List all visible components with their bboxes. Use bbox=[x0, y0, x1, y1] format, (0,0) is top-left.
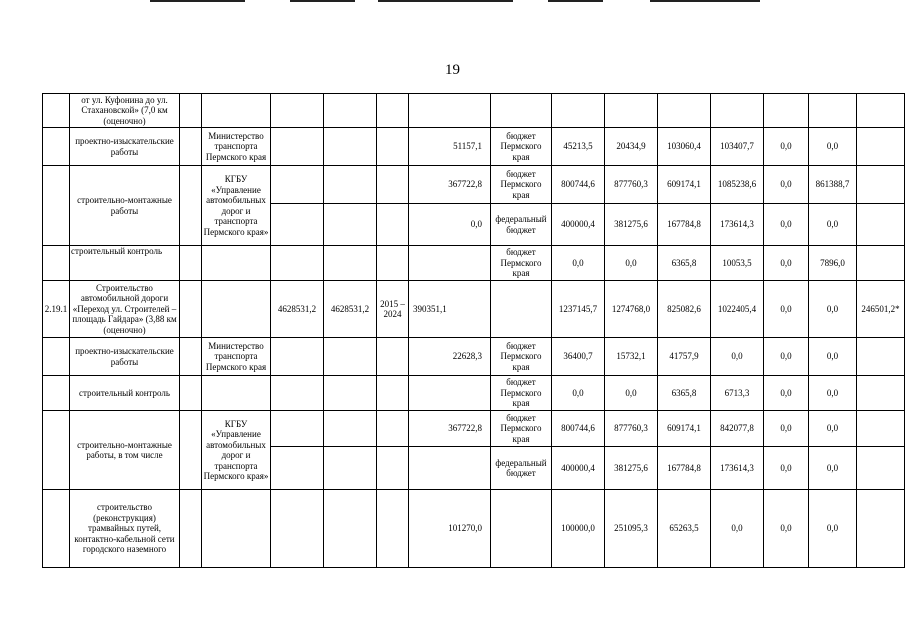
funding-source: бюджет Пермского края bbox=[491, 376, 552, 411]
year-value: 0,0 bbox=[605, 376, 658, 411]
table-row bbox=[43, 94, 905, 128]
year-value: 45213,5 bbox=[552, 128, 605, 166]
responsible-org: Министерство транспорта Пермского края bbox=[202, 338, 271, 376]
year-value: 251095,3 bbox=[605, 490, 658, 568]
year-value: 825082,6 bbox=[658, 281, 711, 338]
scan-edge-line bbox=[548, 0, 603, 2]
year-value: 0,0 bbox=[552, 246, 605, 281]
year-value: 1022405,4 bbox=[711, 281, 764, 338]
table-row bbox=[43, 490, 905, 568]
year-value: 103060,4 bbox=[658, 128, 711, 166]
year-value: 0,0 bbox=[552, 376, 605, 411]
funding-source: бюджет Пермского края bbox=[491, 128, 552, 166]
scan-edge-line bbox=[290, 0, 355, 2]
table-row bbox=[43, 411, 905, 447]
year-value: 842077,8 bbox=[711, 411, 764, 447]
budget-table bbox=[42, 93, 905, 568]
funding-source: бюджет Пермского края bbox=[491, 338, 552, 376]
responsible-org: КГБУ «Управление автомобильных дорог и транспорта Пермского края» bbox=[202, 411, 271, 490]
year-value: 100000,0 bbox=[552, 490, 605, 568]
year-value: 0,0 bbox=[764, 376, 809, 411]
year-value: 400000,4 bbox=[552, 204, 605, 246]
year-value: 381275,6 bbox=[605, 447, 658, 490]
year-value: 167784,8 bbox=[658, 204, 711, 246]
item-name: строительство (реконструкция) трамвайных путей, контактно-кабельной сети городского наземного bbox=[70, 490, 180, 568]
year-value: 877760,3 bbox=[605, 166, 658, 204]
year-value: 6365,8 bbox=[658, 246, 711, 281]
year-value: 0,0 bbox=[809, 490, 857, 568]
year-value: 800744,6 bbox=[552, 411, 605, 447]
year-value: 1274768,0 bbox=[605, 281, 658, 338]
funding-source: бюджет Пермского края bbox=[491, 246, 552, 281]
table-row bbox=[43, 338, 905, 376]
year-value: 7896,0 bbox=[809, 246, 857, 281]
year-value: 36400,7 bbox=[552, 338, 605, 376]
base-value: 101270,0 bbox=[409, 490, 491, 568]
year-value: 800744,6 bbox=[552, 166, 605, 204]
table-row bbox=[43, 128, 905, 166]
implementation-period: 2015 – 2024 bbox=[377, 281, 409, 338]
total-cost: 4628531,2 bbox=[324, 281, 377, 338]
item-name: строительный контроль bbox=[70, 246, 180, 281]
year-value: 0,0 bbox=[764, 281, 809, 338]
funding-source: бюджет Пермского края bbox=[491, 411, 552, 447]
base-value: 367722,8 bbox=[409, 411, 491, 447]
table-row bbox=[43, 376, 905, 411]
year-value: 0,0 bbox=[711, 338, 764, 376]
responsible-org: КГБУ «Управление автомобильных дорог и транспорта Пермского края» bbox=[202, 166, 271, 246]
item-number: 2.19.1 bbox=[43, 281, 70, 338]
year-value: 0,0 bbox=[764, 166, 809, 204]
year-value: 609174,1 bbox=[658, 411, 711, 447]
base-value: 51157,1 bbox=[409, 128, 491, 166]
page-number: 19 bbox=[445, 62, 460, 78]
year-value: 1237145,7 bbox=[552, 281, 605, 338]
funding-source: бюджет Пермского края bbox=[491, 166, 552, 204]
funding-source: федеральный бюджет bbox=[491, 447, 552, 490]
year-value: 0,0 bbox=[809, 128, 857, 166]
year-value: 6365,8 bbox=[658, 376, 711, 411]
year-value: 65263,5 bbox=[658, 490, 711, 568]
year-value: 0,0 bbox=[809, 411, 857, 447]
year-value: 0,0 bbox=[764, 128, 809, 166]
year-value: 0,0 bbox=[764, 411, 809, 447]
item-name: строительный контроль bbox=[70, 376, 180, 411]
year-value: 0,0 bbox=[809, 447, 857, 490]
year-value: 381275,6 bbox=[605, 204, 658, 246]
table-row bbox=[43, 281, 905, 338]
year-value: 0,0 bbox=[764, 490, 809, 568]
year-value: 173614,3 bbox=[711, 204, 764, 246]
item-name: проектно-изыскательские работы bbox=[70, 338, 180, 376]
item-name: от ул. Куфонина до ул. Стахановской» (7,0 км (оценочно) bbox=[70, 94, 180, 128]
year-value: 0,0 bbox=[809, 376, 857, 411]
year-value: 0,0 bbox=[764, 338, 809, 376]
year-value: 41757,9 bbox=[658, 338, 711, 376]
year-value: 10053,5 bbox=[711, 246, 764, 281]
year-value: 0,0 bbox=[809, 204, 857, 246]
item-name: проектно-изыскательские работы bbox=[70, 128, 180, 166]
responsible-org: Министерство транспорта Пермского края bbox=[202, 128, 271, 166]
scan-edge-line bbox=[650, 0, 760, 2]
year-value: 6713,3 bbox=[711, 376, 764, 411]
year-value: 0,0 bbox=[711, 490, 764, 568]
item-name: строительно-монтажные работы, в том числе bbox=[70, 411, 180, 490]
year-value: 0,0 bbox=[605, 246, 658, 281]
year-value: 167784,8 bbox=[658, 447, 711, 490]
year-value: 0,0 bbox=[809, 281, 857, 338]
year-value: 877760,3 bbox=[605, 411, 658, 447]
year-value: 20434,9 bbox=[605, 128, 658, 166]
total-cost: 4628531,2 bbox=[271, 281, 324, 338]
year-value: 1085238,6 bbox=[711, 166, 764, 204]
table-row bbox=[43, 246, 905, 281]
year-value: 609174,1 bbox=[658, 166, 711, 204]
table-row bbox=[43, 166, 905, 204]
year-value: 173614,3 bbox=[711, 447, 764, 490]
item-name: строительно-монтажные работы bbox=[70, 166, 180, 246]
year-value: 103407,7 bbox=[711, 128, 764, 166]
year-value: 0,0 bbox=[764, 447, 809, 490]
base-value: 367722,8 bbox=[409, 166, 491, 204]
year-value: 400000,4 bbox=[552, 447, 605, 490]
base-value: 22628,3 bbox=[409, 338, 491, 376]
scan-edge-line bbox=[150, 0, 245, 2]
funding-source: федеральный бюджет bbox=[491, 204, 552, 246]
base-value: 0,0 bbox=[409, 204, 491, 246]
year-value: 0,0 bbox=[764, 204, 809, 246]
item-name: Строительство автомобильной дороги «Переход ул. Строителей – площадь Гайдара» (3,88 км (оценочно) bbox=[70, 281, 180, 338]
year-value: 0,0 bbox=[809, 338, 857, 376]
year-value: 15732,1 bbox=[605, 338, 658, 376]
scan-edge-line bbox=[378, 0, 513, 2]
year-value: 0,0 bbox=[764, 246, 809, 281]
year-value: 861388,7 bbox=[809, 166, 857, 204]
final-value: 246501,2* bbox=[857, 281, 905, 338]
base-value: 390351,1 bbox=[409, 281, 491, 338]
